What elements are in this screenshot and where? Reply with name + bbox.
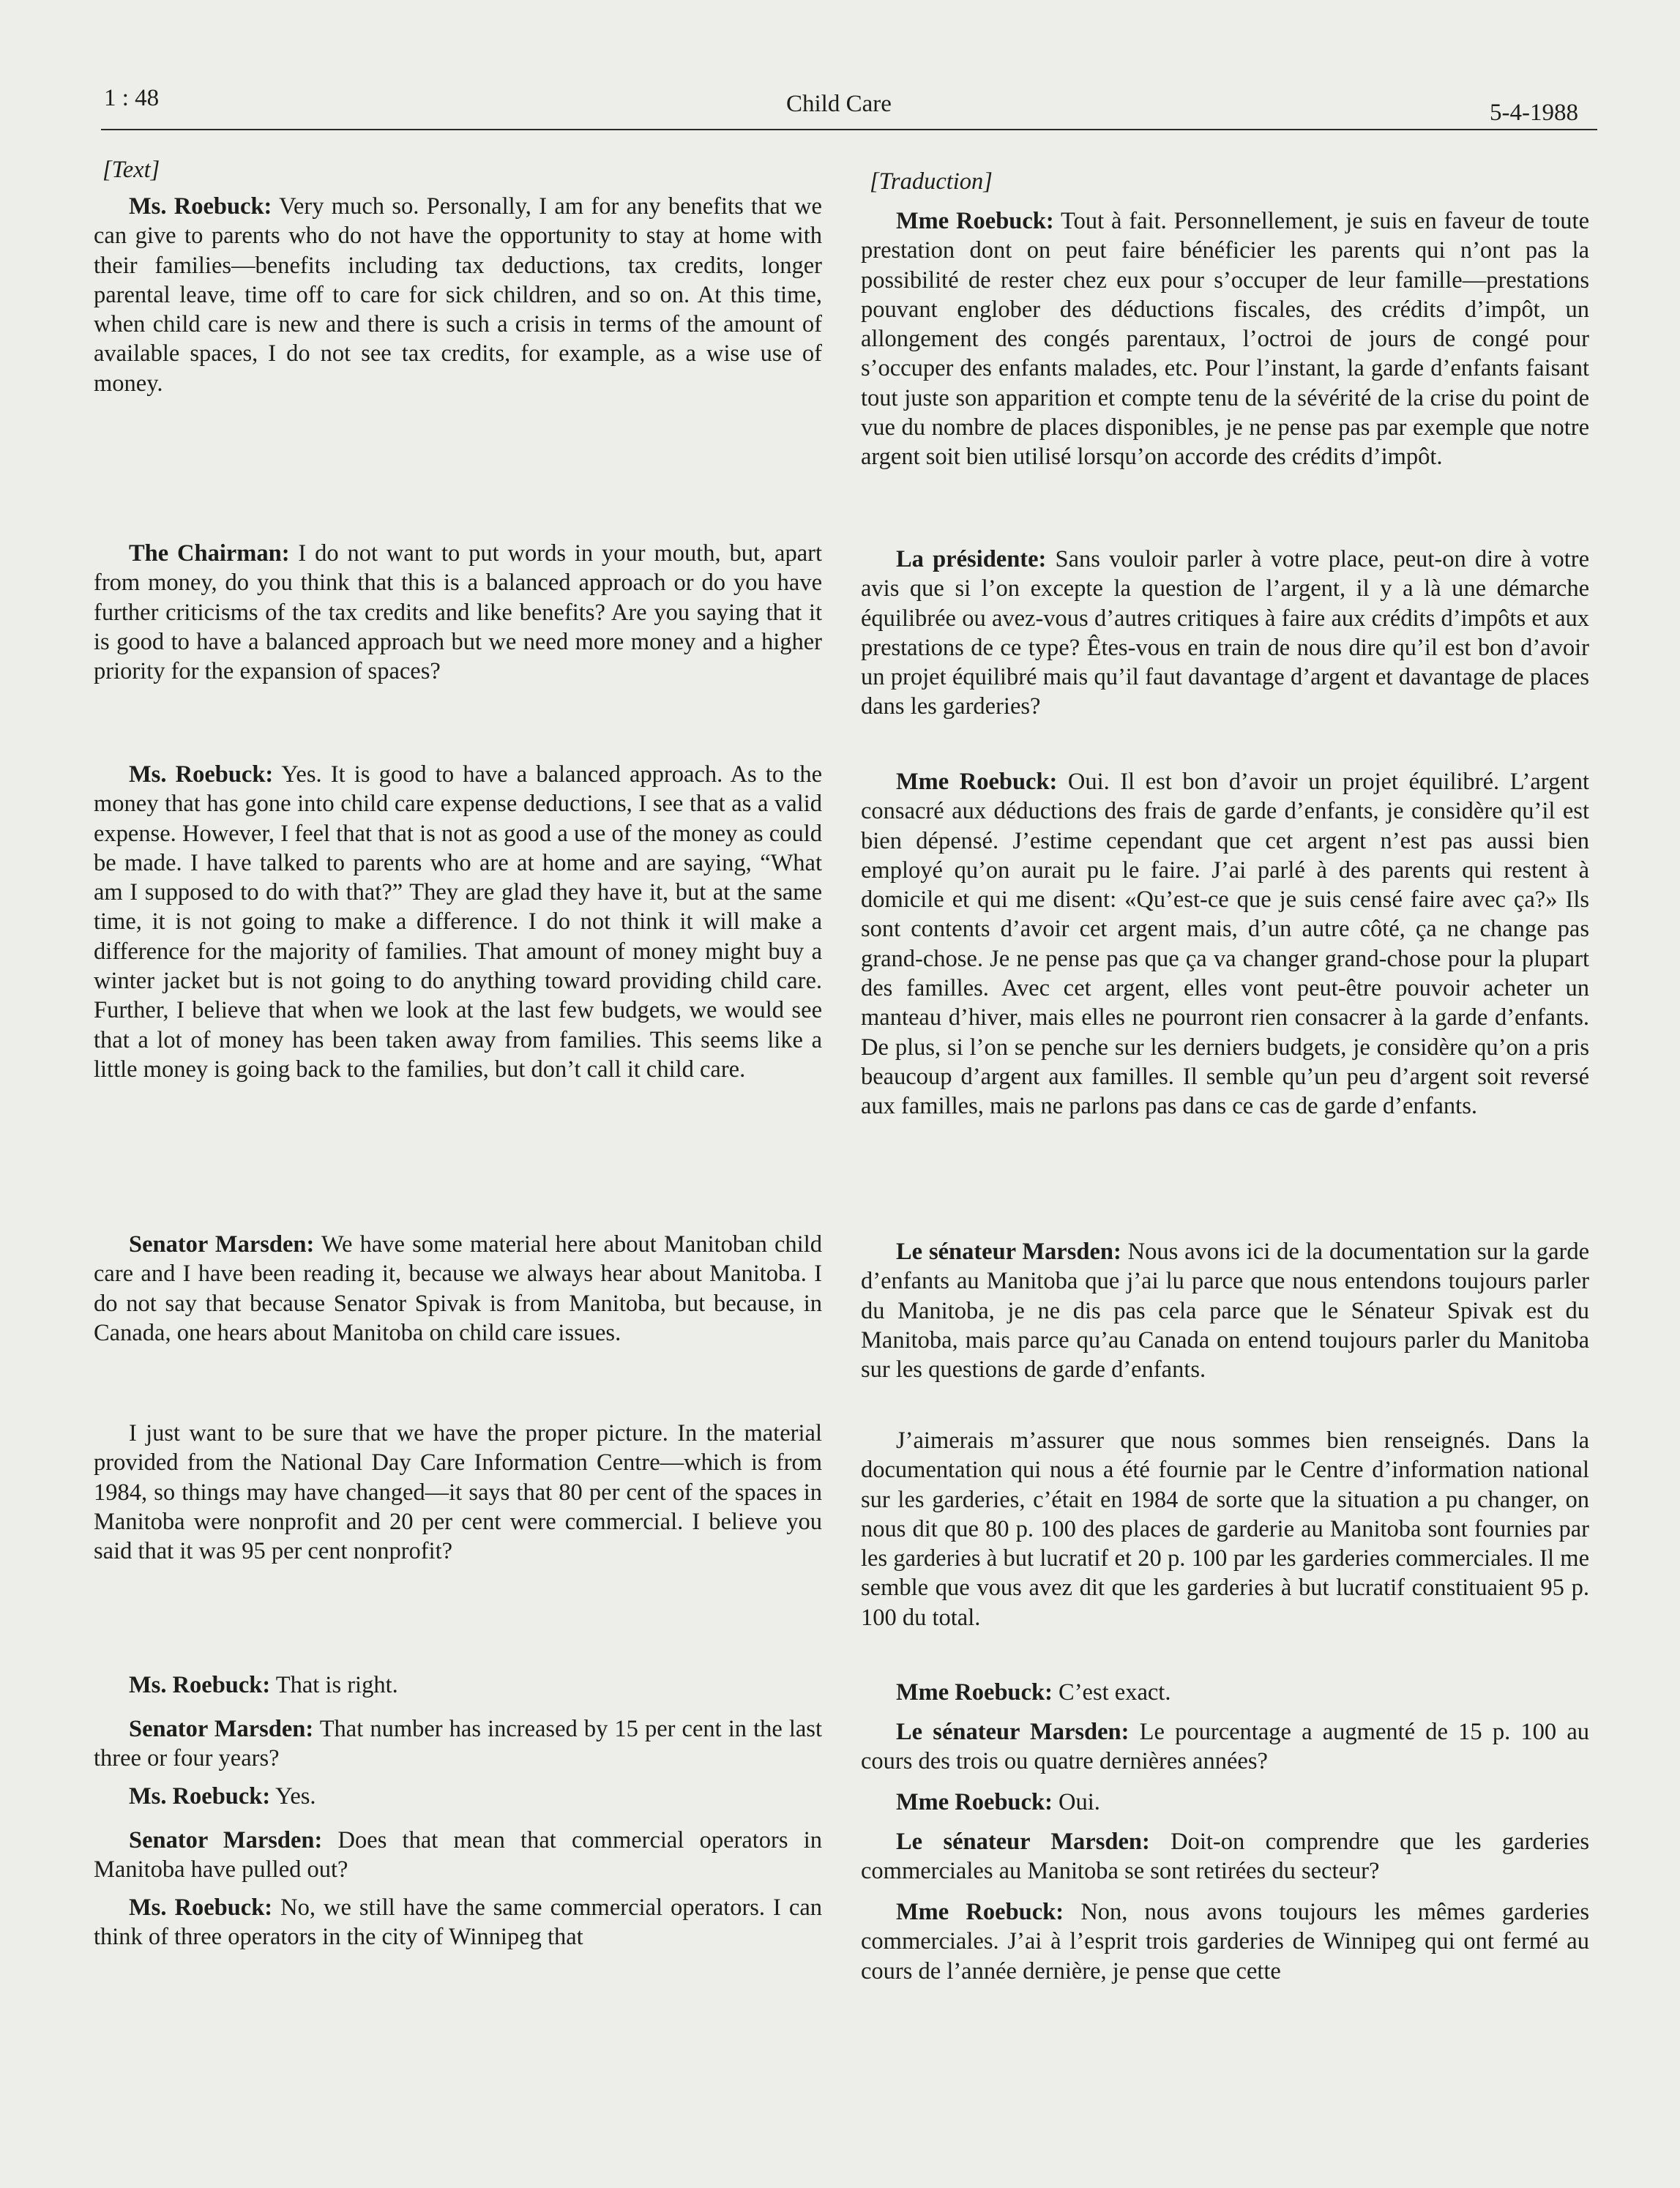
speaker-name: Mme Roebuck: — [896, 1679, 1053, 1706]
paragraph-text: Non, nous avons toujours les mêmes garderies commerciales. J’ai à l’esprit trois garderies de Winnipeg qui ont fermé au cours de l’année dernière, je pense que cette — [861, 1899, 1590, 1984]
speaker-name: Ms. Roebuck: — [129, 1783, 271, 1810]
speaker-name: Mme Roebuck: — [896, 1789, 1053, 1815]
speaker-name: Mme Roebuck: — [896, 1899, 1064, 1925]
paragraph-text: J’aimerais m’assurer que nous sommes bien renseignés. Dans la documentation qui nous a été fournie par le Centre d’information national sur les garderies, c’était en 1984 de sorte que la situation a pu changer, on nous dit que 80 p. 100 des places de garderie au Manitoba sont fournies par les garderies à but lucratif et 20 p. 100 par les garderies commerciales. Il me semble que vous avez dit que les garderies à but lucratif constituaient 95 p. 100 du total. — [861, 1427, 1589, 1631]
translation-tag: [Traduction] — [870, 168, 993, 195]
speaker-name: Senator Marsden: — [129, 1827, 323, 1853]
paragraph-text: I do not want to put words in your mouth, but, apart from money, do you think that this is a balanced approach or do you have further criticisms of the tax credits and like benefits? Are you saying that it is good to have a balanced approach but we need more money and a higher priority for the expansion of spaces? — [94, 540, 823, 685]
paragraph — [861, 1426, 1589, 1632]
speaker-name: Ms. Roebuck: — [129, 1672, 271, 1698]
paragraph-text: Yes. It is good to have a balanced approach. As to the money that has gone into child care expense deductions, I see that as a valid expense. However, I feel that that is not as good a use of the money as could be made. I have talked to parents who are at home and are saying, “What am I supposed to do with that?” They are glad they have it, but at the same time, it is not going to make a difference. I do not think it will make a difference for the majority of families. That amount of money might buy a winter jacket but is not going to do anything toward providing child care. Further, I believe that when we look at the last few budgets, we would see that a lot of money has been taken away from families. This seems like a little money is going back to the families, but don’t call it child care. — [94, 761, 822, 1083]
speaker-name: Senator Marsden: — [129, 1231, 315, 1258]
paragraph-text: Tout à fait. Personnellement, je suis en faveur de toute prestation dont on peut faire bénéficier les parents qui n’ont pas la possibilité de rester chez eux pour s’occuper de leur famille—prestations pouvant englober des déductions fiscales, des crédits d’impôt, un allongement des congés parentaux, l’octroi de jours de congé pour s’occuper des enfants malades, etc. Pour l’instant, la garde d’enfants faisant tout juste son apparition et compte tenu de la sévérité de la crise du point de vue du nombre de places disponibles, je ne pense pas par exemple que notre argent soit bien utilisé lorsqu’on accorde des crédits d’impôt. — [861, 208, 1589, 471]
speaker-name: Ms. Roebuck: — [129, 761, 274, 788]
publication-date: 5-4-1988 — [1490, 100, 1578, 126]
speaker-name: Le sénateur Marsden: — [896, 1829, 1150, 1855]
paragraph — [861, 767, 1589, 1121]
speaker-name: The Chairman: — [129, 540, 290, 567]
paragraph — [861, 1237, 1589, 1384]
speaker-name: Mme Roebuck: — [896, 769, 1058, 795]
page-number: 1 : 48 — [104, 85, 160, 111]
paragraph — [861, 1827, 1589, 1886]
paragraph-text: Doit-on comprendre que les garderies commerciales au Manitoba se sont retirées du secteur? — [861, 1829, 1589, 1885]
paragraph — [94, 1714, 822, 1774]
paragraph-text: Does that mean that commercial operators in Manitoba have pulled out? — [94, 1827, 822, 1883]
speaker-name: Le sénateur Marsden: — [896, 1239, 1121, 1265]
paragraph — [861, 1897, 1589, 1986]
speaker-name: Ms. Roebuck: — [129, 193, 272, 220]
paragraph — [94, 1826, 822, 1885]
paragraph — [94, 192, 822, 398]
speaker-name: Mme Roebuck: — [896, 208, 1054, 234]
text-tag: [Text] — [102, 157, 160, 183]
paragraph-text: That is right. — [275, 1672, 398, 1698]
paragraph — [861, 206, 1589, 472]
paragraph — [94, 1419, 822, 1566]
paragraph-text: No, we still have the same commercial operators. I can think of three operators in the city of Winnipeg that — [94, 1894, 823, 1951]
paragraph-text: That number has increased by 15 per cent in the last three or four years? — [94, 1716, 822, 1772]
header-rule — [101, 129, 1597, 130]
speaker-name: La présidente: — [896, 546, 1047, 572]
paragraph-text: C’est exact. — [1059, 1679, 1171, 1706]
paragraph-text: Oui. Il est bon d’avoir un projet équilibré. L’argent consacré aux déductions des frais de garde d’enfants, je considère qu’il est bien dépensé. J’estime cependant que cet argent n’est pas aussi bien employé qu’on aurait pu le faire. J’ai parlé à des parents qui restent à domicile et qui me disent: «Qu’est-ce que je suis censé faire avec ça?» Ils sont contents d’avoir cet argent mais, d’un autre côté, ça ne change pas grand-chose. Je ne pense pas que ça va changer grand-chose pour la plupart des familles. Avec cet argent, elles vont peut-être pouvoir acheter un manteau d’hiver, mais elles ne pourront rien consacrer à la garde d’enfants. De plus, si l’on se penche sur les derniers budgets, je considère qu’on a pris beaucoup d’argent aux familles. Il semble qu’un peu d’argent soit reversé aux familles, mais ne parlons pas dans ce cas de garde d’enfants. — [861, 769, 1589, 1120]
running-title: Child Care — [786, 91, 892, 117]
speaker-name: Ms. Roebuck: — [129, 1894, 273, 1921]
paragraph — [861, 1717, 1589, 1777]
paragraph — [861, 545, 1589, 722]
paragraph-text: Oui. — [1059, 1789, 1100, 1815]
paragraph — [94, 1230, 822, 1348]
paragraph-text: Le pourcentage a augmenté de 15 p. 100 au cours des trois ou quatre dernières années? — [861, 1719, 1590, 1775]
paragraph-text: I just want to be sure that we have the proper picture. In the material provided from the National Day Care Information Centre—which is from 1984, so things may have changed—it says that 80 per cent of the spaces in Manitoba were nonprofit and 20 per cent were commercial. I believe you said that it was 95 per cent nonprofit? — [94, 1420, 822, 1565]
speaker-name: Senator Marsden: — [129, 1716, 314, 1742]
paragraph-text: Very much so. Personally, I am for any benefits that we can give to parents who do not have the opportunity to stay at home with their families—benefits including tax deductions, tax credits, longer parental leave, time off to care for sick children, and so on. At this time, when child care is new and there is such a crisis in terms of the amount of available spaces, I do not see tax credits, for example, as a wise use of money. — [94, 193, 822, 397]
paragraph-text: Sans vouloir parler à votre place, peut-on dire à votre avis que si l’on excepte la question de l’argent, il y a là une démarche équilibrée ou avez-vous d’autres critiques à faire aux crédits d’impôts et aux prestations de ce type? Êtes-vous en train de nous dire qu’il est bon d’avoir un projet équilibré mais qu’il faut davantage d’argent et davantage de places dans les garderies? — [861, 546, 1589, 720]
speaker-name: Le sénateur Marsden: — [896, 1719, 1130, 1745]
paragraph — [94, 760, 822, 1084]
paragraph — [861, 1678, 1589, 1707]
paragraph-text: Nous avons ici de la documentation sur la garde d’enfants au Manitoba que j’ai lu parce que nous entendons toujours parler du Manitoba, je ne dis pas cela parce que le Sénateur Spivak est du Manitoba, mais parce qu’au Canada on entend toujours parler du Manitoba sur les questions de garde d’enfants. — [861, 1239, 1590, 1384]
paragraph-text: We have some material here about Manitoban child care and I have been reading it, because we always hear about Manitoba. I do not say that because Senator Spivak is from Manitoba, but because, in Canada, one hears about Manitoba on child care issues. — [94, 1231, 822, 1346]
paragraph — [94, 539, 822, 686]
paragraph-text: Yes. — [275, 1783, 316, 1810]
paragraph — [94, 1782, 822, 1811]
paragraph — [94, 1670, 822, 1700]
paragraph — [861, 1788, 1589, 1817]
paragraph — [94, 1893, 822, 1952]
